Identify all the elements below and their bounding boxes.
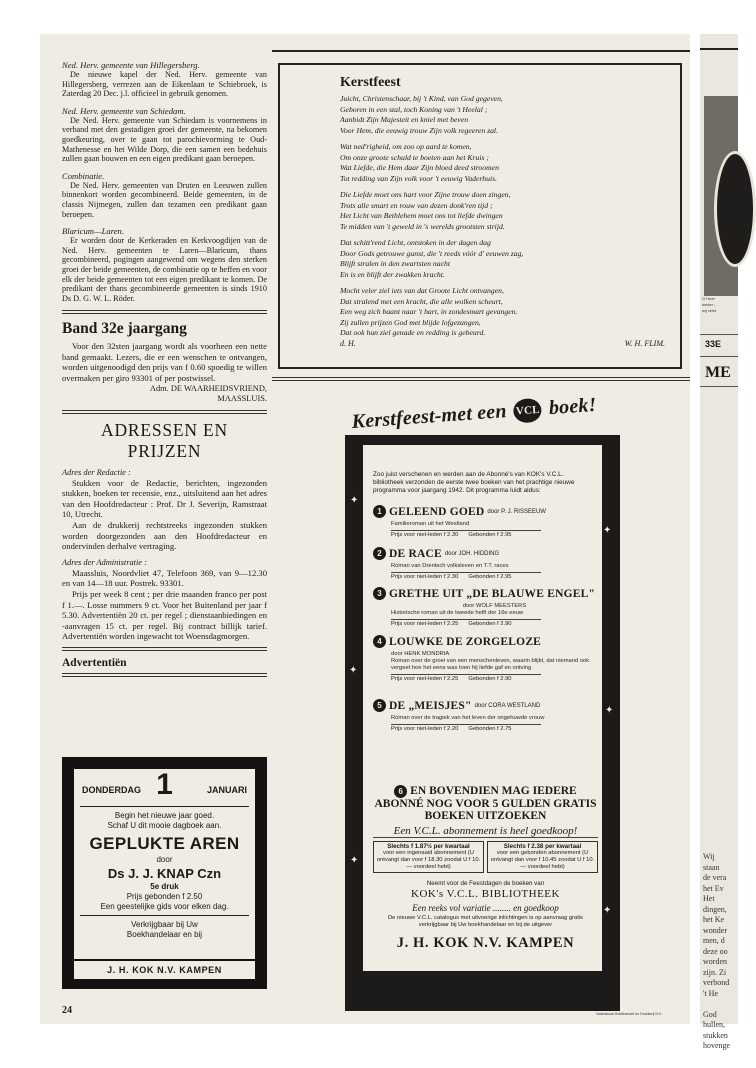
ad-availability-2: Boekhandelaar en bij [126,930,203,939]
advertisements-heading: Advertentiën [62,656,127,669]
notice-heading: Ned. Herv. gemeente van Schiedam. [62,105,186,116]
book-title: GRETHE UIT „DE BLAUWE ENGEL" [389,587,596,600]
book-price: Prijs voor niet-leden f 2.30 [391,574,459,580]
printer-credit: Naamlooze Boekhandel en Drukkerij N.V. [596,1012,662,1016]
section-rule [62,310,267,314]
notice-text: Er worden door de Kerkeraden en Kerkvoogdijen van de Ned. Herv. gemeenten te Laren—Blaricum, thans gecombineerd, pogingen aangewend om wegens den sterken groei der beide gemeenten, de combinatie op te heffen en voor elk der beide gemeenten tot een eigen predikant te komen. De predikant der thans gecombineerde gemeenten is sinds 1910 Ds D. G. W. L. Röder. [62,236,267,303]
book-title: DE RACE [389,547,442,560]
ad-availability-1: Verkrijgbaar bij Uw [131,920,198,929]
poem-line: Tot redding van Zijn volk voor 't eeuwig Vaderhuis. [340,173,498,183]
book-number: 1 [373,505,386,518]
poem-signature [340,339,665,348]
subscription-options [373,841,598,873]
neighbor-caption: O Heer weder ; wij verle [702,296,717,313]
poem-line: En is en blijft der zwakken kracht. [340,269,445,279]
subscription-detail: voor een gebonden abonnement (U ontvangt dan voor f 10.45 zoodat U f 10.— voordeel hebt) [490,850,595,870]
book-prices [391,674,541,682]
poem-box [278,63,682,369]
book-5 [373,697,598,732]
poem-line: Om onze groote schuld te boeten aan het Kruis ; [340,152,489,162]
book-author: door JOH. HIDDING [444,550,500,557]
addresses-title: ADRESSEN EN PRIJZEN [101,419,228,461]
ad-edition: 5e druk [150,882,179,891]
ad-author: Ds J. J. KNAP Czn [107,866,222,881]
poem-author: W. H. FLIM. [624,338,665,348]
poem-line: Wat Liefde, die Hem daar Zijn bloed deed stroomen [340,163,499,172]
ad-blurb: Een geestelijke gids voor elken dag. [100,902,229,911]
poem-place: d. H. [340,338,356,348]
poem-line: Wat ned'righeid, om zoo op aard te komen, [340,142,472,151]
library-name: KOK's V.C.L. BIBLIOTHEEK [411,888,560,900]
subscription-detail: voor een ingenaaid abonnement (U ontvangt dan voor f 18.30 zoodat U f 10.— voordeel hebt) [376,850,481,870]
poem-line: Blijft stralen in den zwartsten nacht [340,259,450,268]
poem-line: Door Gods getrouwe gunst, die 't reeds vóór d' eeuwen zag, [340,248,524,258]
notice-heading: Combinatie. [62,170,105,181]
poem-stanza [340,94,665,136]
book-bound-price: Gebonden f 2.90 [468,621,512,627]
banner-part-1: Kerstfeest-met een [351,400,508,433]
left-column [62,60,267,683]
ad-month: JANUARI [206,785,247,795]
book-price: Prijs voor niet-leden f 2.30 [391,532,459,538]
poem-stanza [340,238,665,280]
subscription-bound [487,841,598,873]
notice-heading: Ned. Herv. gemeente van Hillegersberg. [62,60,200,70]
book-author: door P. J. RISSEEUW [487,508,546,515]
book-number: 6 [394,785,407,798]
ad-by: door [156,855,173,864]
book-author: door CORA WESTLAND [474,702,541,709]
notice-hillegersberg [62,60,267,99]
book-blurb: Familieroman uit het Westland [391,521,470,527]
poem-title: Kerstfeest [340,75,401,90]
ad-line-2: Schaf U dit mooie dagboek aan. [107,821,222,830]
poem-line: Dat schitt'rend Licht, ontstoken in der dagen dag [340,238,491,247]
notice-heading: Blaricum—Laren. [62,226,124,237]
poem-line: Die Liefde moet ons hart voor Zijne trouw doen zingen, [340,190,511,199]
book-bound-price: Gebonden f 2.95 [468,532,512,538]
ad-frame: ✦ ✦ ✦ ✦ ✦ ✦ [345,435,620,1011]
book-bound-price: Gebonden f 2.90 [468,676,512,682]
kok-publisher: J. H. KOK N.V. KAMPEN [396,935,575,951]
neighbor-text-fragment: Wij staan de vera het Ev Het dingen, het Ke wonder men, d deze oo worden zijn. Zi verbond 't He God hullen, stukken hovenge [703,852,731,1050]
notice-blaricum [62,226,267,303]
ad-intro: Zoo juist verschenen en werden aan de Abonné's van KOK's V.C.L. bibliotheek verzonden de eerste twee boeken van het prachtige nieuwe programma voor jaargang 1942. Dit programma luidt aldus: [373,471,575,495]
subscription-price: Slechts f 1.87½ per kwartaal [387,843,470,850]
library-catalog-note: De nieuwe V.C.L. catalogus met uitvoerige inlichtingen is op aanvraag gratis verkrijgbaar bij Uw boekhandelaar en bij de uitgever [387,915,584,928]
poem-line: Trots alle smart en rouw van dezen donk'ren tijd ; [340,200,493,210]
book-blurb: Roman over de tragiek van het leven der ongehuwde vrouw [391,715,545,721]
library-block [373,880,598,952]
neighbor-top-rule [700,48,738,50]
ad-motto: Een V.C.L. abonnement is heel goedkoop! [373,825,598,838]
book-number: 3 [373,587,386,600]
redactie-text-2: Aan de drukkerij rechtstreeks ingezonden stukken worden doorgezonden aan den Hoofdredacteur en ondervinden derhalve vertraging. [62,520,267,552]
notice-combinatie [62,171,267,219]
ad-publisher: J. H. KOK N.V. KAMPEN [74,959,255,979]
poem-stanza [340,286,665,339]
book-1 [373,503,598,538]
band-title: Band 32e jaargang [62,320,187,338]
book-title: GELEEND GOED [389,505,485,518]
book-price: Prijs voor niet-leden f 2.25 [391,621,459,627]
admin-heading: Adres der Administratie : [62,557,147,567]
ad-banner [339,393,626,453]
poem-line: Het Licht van Bethlehem moet ons tot liefde dwingen [340,211,503,220]
book-prices [391,724,541,732]
vcl-logo: VCL [513,398,543,424]
band-signature: Adm. DE WAARHEIDSVRIEND, [149,383,267,393]
band-signature-place: MAASSLUIS. [217,394,267,404]
poem-line: Dat ook hun ziel genade en redding is gebeurd. [340,328,486,337]
book-price: Prijs voor niet-leden f 2.25 [391,676,459,682]
library-slogan: Een reeks vol variatie ........ en goedkoop [412,903,559,913]
ad-date: 1 [156,768,173,801]
bonus-text: EN BOVENDIEN MAG IEDERE ABONNÉ NOG VOOR 5 GULDEN GRATIS BOEKEN UITZOEKEN [374,785,597,822]
admin-text-2: Prijs per week 8 cent ; per drie maanden franco per post f 1.—. Losse nummers 9 ct. Voor het Buitenland per jaar f 5.30. Advertentiën 20 ct. per regel ; dienstaanbiedingen en -aanvragen 15 ct. per regel. Bij contract billijk tarief. Advertentiën worden ingewacht tot Woensdagmorgen. [62,589,267,642]
poem-line: Te midden van 't geweld in 's werelds grootsten strijd. [340,221,505,231]
book-prices [391,572,541,580]
notice-schiedam [62,106,267,164]
book-2 [373,545,598,580]
book-prices [391,530,541,538]
ad-day: DONDERDAG [82,785,142,795]
poem-stanza [340,190,665,232]
neighbor-page [700,34,738,1050]
neighbor-heading: ME [705,364,731,381]
section-rule [62,673,267,677]
notice-text: De nieuwe kapel der Ned. Herv. gemeente van Hillegersberg, verrezen aan de Eikenlaan te Schiebroek, is Zaterdag 20 Dec. j.l. officieel in gebruik genomen. [62,70,267,99]
book-bound-price: Gebonden f 2.95 [468,574,512,580]
book-number: 4 [373,635,386,648]
poem-line: Voor Hem, die eeuwig trouw Zijn volk regeeren zal. [340,125,498,135]
ad-line-1: Begin het nieuwe jaar goed. [114,811,215,820]
redactie-heading: Adres der Redactie : [62,467,131,477]
ad-price: Prijs gebonden f 2.50 [126,892,203,901]
poem-line: Zij zullen prijzen God met blijde lofgezangen, [340,317,481,327]
diary-advertisement [62,757,267,989]
book-price: Prijs voor niet-leden f 2.20 [391,726,459,732]
section-separator [272,377,690,381]
book-author: door WOLF MEESTERS [462,603,527,609]
book-title: LOUWKE DE ZORGELOZE [389,635,542,648]
notice-text: De Ned. Herv. gemeente van Schiedam is voornemens in verband met den gestadigen groei der gemeente, na bekomen goedkeuring, over te gaan tot parochievorming te Oud-Mathenesse en het Wilde Dorp, die een samen een bedehuis zullen gaan bouwen en een eigen predikant gaan beroepen. [62,115,267,164]
page-number: 24 [62,1005,72,1016]
top-rule [272,50,690,52]
neighbor-illustration [704,96,738,296]
poem-line: Dat stralend met een kracht, die alle wolken scheurt, [340,296,503,306]
banner-part-2: boek! [548,393,598,420]
poem-stanza [340,142,665,184]
book-blurb: Historische roman uit de tweede helft der 16e eeuw [391,610,524,616]
poem-line: Geboren in een stal, toch Koning van 't Heelal ; [340,104,488,114]
book-4 [373,633,598,682]
library-line-1: Neemt voor de Feestdagen de boeken van [426,880,545,887]
bonus-offer [373,785,598,822]
subscription-price: Slechts f 2.38 per kwartaal [503,843,582,850]
kok-vcl-advertisement [345,393,620,1017]
subscription-stitched [373,841,484,873]
book-blurb: Roman van Drentsch volksleven en T.T. races [391,563,509,569]
book-number: 5 [373,699,386,712]
book-3 [373,585,598,627]
poem-line: Mocht veler ziel iets van dat Groote Licht ontvangen, [340,286,504,295]
poem-line: Juicht, Christenschaar, bij 't Kind, van God gegeven, [340,94,503,103]
book-prices [391,619,541,627]
book-blurb: Roman over de groei van een menschenleven, waarin blijkt, dat niemand ook vergeet hoe het eens was toen hij liefde gaf en ontving [391,658,590,671]
admin-text: Maassluis, Noordvliet 47, Telefoon 369, van 9—12.30 en van 14—18 uur. Postrek. 93301. [62,567,267,589]
book-author: door HENK MONDRIA [391,651,450,657]
book-title: DE „MEISJES" [389,699,472,712]
neighbor-issue: 33E [705,339,722,349]
section-rule [62,647,267,651]
poem-line: Aanbidt Zijn Majesteit en kniel met beven [340,115,469,124]
book-number: 2 [373,547,386,560]
section-rule [62,410,267,414]
poem-line: Een weg zich baant naar 't hart, in zondesmart gevangen. [340,307,518,316]
redactie-text: Stukken voor de Redactie, berichten, ingezonden stukken, boeken ter recensie, enz., uitsluitend aan het adres van den Hoofdredacteur : Prof. Dr J. Severijn, Ramstraat 10, Utrecht. [62,477,267,520]
book-bound-price: Gebonden f 2.75 [468,726,512,732]
ad-book-title: GEPLUKTE AREN [89,834,240,853]
band-text: Voor den 32sten jaargang wordt als voorheen een nette band gemaakt. Lezers, die er een wenschen te ontvangen, worden uitgenoodigd den prijs van f 0.60 spoedig te willen overmaken per giro 93301 of per postwissel. [62,341,267,384]
notice-text: De Ned. Herv. gemeenten van Druten en Leeuwen zullen binnenkort worden gecombineerd. Beide gemeenten, in de classis Nijmegen, zullen dan tezamen een predikant gaan beroepen. [62,180,267,219]
